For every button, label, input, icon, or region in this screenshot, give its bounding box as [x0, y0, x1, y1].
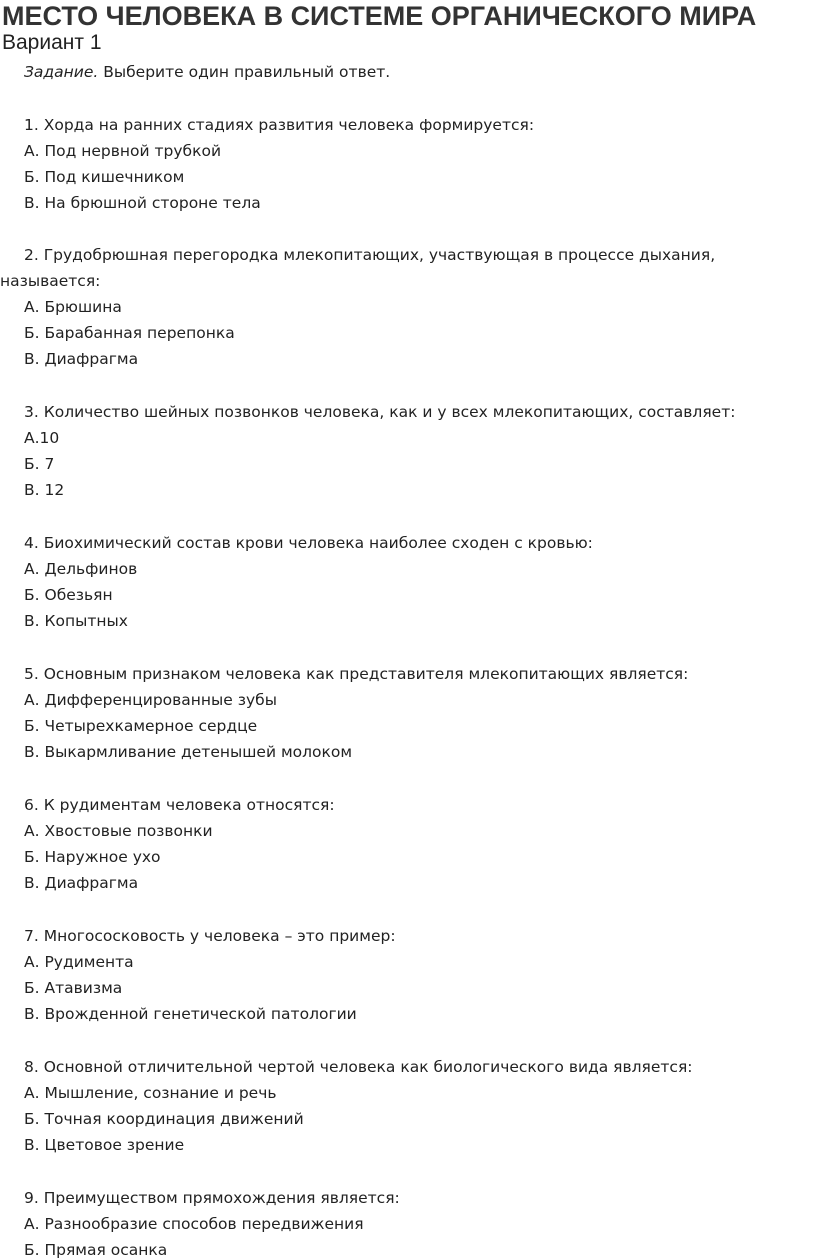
question-1-text: 1. Хорда на ранних стадиях развития человека формируется: [24, 116, 535, 134]
question-2-text: 2. Грудобрюшная перегородка млекопитающих, участвующая в процессе дыхания, [24, 246, 716, 264]
question-3-option-c: В. 12 [24, 481, 65, 499]
question-4-option-a: А. Дельфинов [24, 560, 138, 578]
question-7-option-c: В. Врожденной генетической патологии [24, 1005, 357, 1023]
question-2-text-continued: называется: [0, 272, 101, 290]
question-3-text: 3. Количество шейных позвонков человека, как и у всех млекопитающих, составляет: [24, 403, 736, 421]
question-2-option-a: А. Брюшина [24, 298, 122, 316]
question-3-option-b: Б. 7 [24, 455, 55, 473]
question-6-option-b: Б. Наружное ухо [24, 848, 161, 866]
question-1-option-c: В. На брюшной стороне тела [24, 194, 261, 212]
question-7-text: 7. Многососковость у человека – это пример: [24, 927, 396, 945]
question-6-text: 6. К рудиментам человека относятся: [24, 796, 335, 814]
question-5-option-a: А. Дифференцированные зубы [24, 691, 277, 709]
question-9-option-b: Б. Прямая осанка [24, 1241, 168, 1259]
question-4-option-b: Б. Обезьян [24, 586, 113, 604]
instruction-label: Задание. [24, 63, 99, 81]
question-6-option-a: А. Хвостовые позвонки [24, 822, 213, 840]
question-8-text: 8. Основной отличительной чертой человека как биологического вида является: [24, 1058, 693, 1076]
variant-label: Вариант 1 [2, 31, 102, 54]
question-2-option-c: В. Диафрагма [24, 350, 139, 368]
question-5-option-b: Б. Четырехкамерное сердце [24, 717, 258, 735]
page-title: МЕСТО ЧЕЛОВЕКА В СИСТЕМЕ ОРГАНИЧЕСКОГО МИРА [2, 1, 757, 31]
question-3-option-a: А.10 [24, 429, 60, 447]
question-9-text: 9. Преимуществом прямохождения является: [24, 1189, 400, 1207]
question-8-option-a: А. Мышление, сознание и речь [24, 1084, 277, 1102]
question-6-option-c: В. Диафрагма [24, 874, 139, 892]
question-5-text: 5. Основным признаком человека как представителя млекопитающих является: [24, 665, 689, 683]
instruction-text: Выберите один правильный ответ. [98, 63, 391, 81]
question-8-option-c: В. Цветовое зрение [24, 1136, 185, 1154]
question-2-option-b: Б. Барабанная перепонка [24, 324, 235, 342]
question-1-option-b: Б. Под кишечником [24, 168, 185, 186]
question-9-option-a: А. Разнообразие способов передвижения [24, 1215, 364, 1233]
question-4-option-c: В. Копытных [24, 612, 128, 630]
question-5-option-c: В. Выкармливание детенышей молоком [24, 743, 353, 761]
question-7-option-a: А. Рудимента [24, 953, 134, 971]
question-8-option-b: Б. Точная координация движений [24, 1110, 304, 1128]
question-1-option-a: А. Под нервной трубкой [24, 142, 222, 160]
question-4-text: 4. Биохимический состав крови человека наиболее сходен с кровью: [24, 534, 593, 552]
question-7-option-b: Б. Атавизма [24, 979, 123, 997]
instruction [24, 62, 390, 82]
